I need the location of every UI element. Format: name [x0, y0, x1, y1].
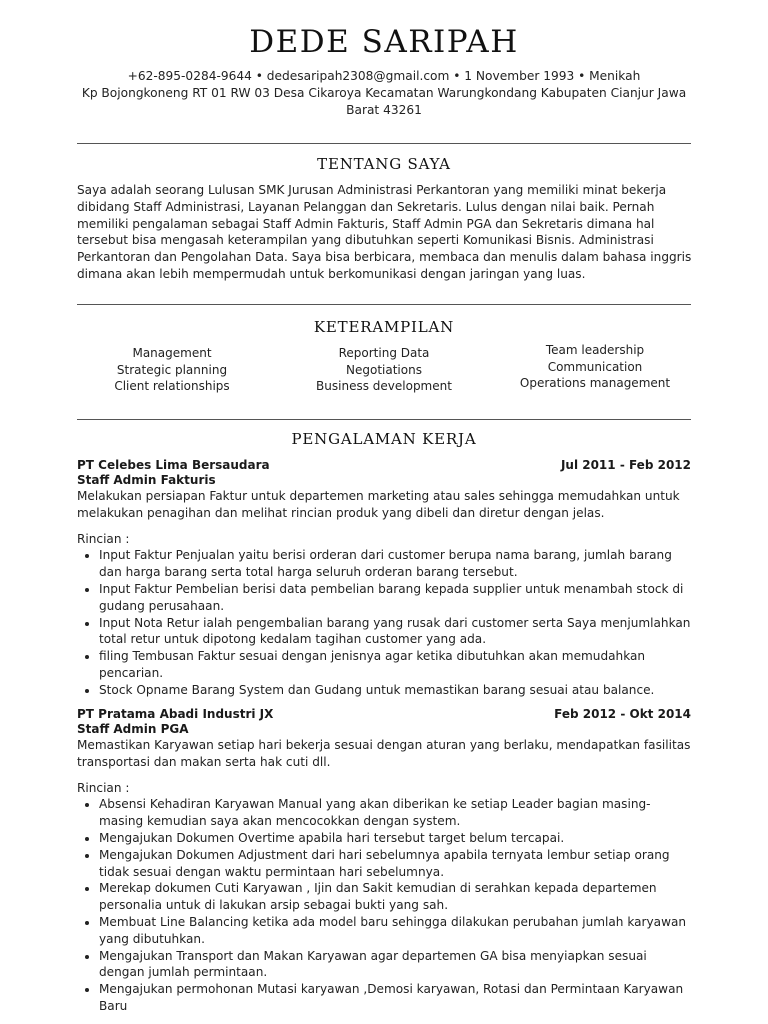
divider — [77, 419, 691, 420]
job-duties-list — [77, 547, 691, 698]
section-title-skills: KETERAMPILAN — [313, 318, 455, 336]
job-company: PT Celebes Lima Bersaudara — [77, 458, 270, 472]
divider — [77, 304, 691, 305]
list-item: • Input Faktur Penjualan yaitu berisi orderan dari customer berupa nama barang, jumlah barang dan harga barang serta total harga seluruh orderan barang tersebut. — [99, 547, 691, 581]
job-duties-list — [77, 796, 691, 1014]
list-item: • filing Tembusan Faktur sesuai dengan jenisnya agar ketika dibutuhkan akan memudahkan pencarian. — [99, 648, 691, 682]
skills-column-3 — [495, 342, 695, 392]
skill-item: Client relationships — [114, 379, 230, 393]
skill-item: Negotiations — [346, 362, 422, 377]
job-description: Memastikan Karyawan setiap hari bekerja sesuai dengan aturan yang berlaku, mendapatkan fasilitas transportasi dan makan serta hak cuti dll. — [77, 738, 691, 769]
list-item: • Merekap dokumen Cuti Karyawan , Ijin dan Sakit kemudian di serahkan kepada departemen personalia untuk di lakukan arsip sebagai bukti yang sah. — [99, 880, 691, 914]
job-company: PT Pratama Abadi Industri JX — [77, 707, 274, 721]
list-item: • Membuat Line Balancing ketika ada model baru sehingga dilakukan perubahan jumlah karyawan yang dibutuhkan. — [99, 914, 691, 948]
job-role: Staff Admin PGA — [77, 722, 189, 736]
skill-item: Operations management — [519, 376, 671, 390]
list-item: • Mengajukan Dokumen Adjustment dari hari sebelumnya apabila ternyata lembur setiap orang tidak sesuai dengan waktu permintaan hari sebelumnya. — [99, 847, 691, 881]
list-item: • Mengajukan Dokumen Overtime apabila hari tersebut target belum tercapai. — [99, 830, 691, 847]
contact-info — [70, 68, 698, 119]
skill-item: Communication — [547, 359, 643, 374]
skill-item: Strategic planning — [116, 362, 228, 377]
list-item: • Input Faktur Pembelian berisi data pembelian barang kepada supplier untuk menambah stock di gudang perusahaan. — [99, 581, 691, 615]
job-entry — [77, 458, 691, 699]
list-item: • Mengajukan permohonan Mutasi karyawan ,Demosi karyawan, Rotasi dan Permintaan Karyawan Baru — [99, 981, 691, 1015]
resume-name: DEDE SARIPAH — [249, 24, 519, 60]
list-item: • Mengajukan Transport dan Makan Karyawan agar departemen GA bisa menyiapkan sesuai dengan jumlah permintaan. — [99, 948, 691, 982]
skills-column-2 — [294, 345, 474, 395]
rincian-label: Rincian : — [77, 780, 130, 795]
skill-item: Management — [132, 346, 212, 360]
list-item: • Input Nota Retur ialah pengembalian barang yang rusak dari customer serta Saya menjumlahkan total retur untuk dipotong kedalam tagihan customer yang ada. — [99, 615, 691, 649]
skill-item: Business development — [316, 379, 452, 393]
rincian-label: Rincian : — [77, 531, 130, 546]
section-title-about: TENTANG SAYA — [317, 155, 451, 173]
contact-line: +62-895-0284-9644 • dedesaripah2308@gmail.com • 1 November 1993 • Menikah — [127, 69, 641, 83]
list-item: • Stock Opname Barang System dan Gudang untuk memastikan barang sesuai atau balance. — [99, 682, 691, 699]
job-description: Melakukan persiapan Faktur untuk departemen marketing atau sales sehingga memudahkan untuk melakukan penagihan dan melihat rincian produk yang dibeli dan diretur dengan jelas. — [77, 489, 680, 520]
job-date: Jul 2011 - Feb 2012 — [560, 458, 691, 472]
job-date: Feb 2012 - Okt 2014 — [554, 707, 691, 721]
list-item: • Absensi Kehadiran Karyawan Manual yang akan diberikan ke setiap Leader bagian masing-masing kemudian saya akan mencocokkan dengan system. — [99, 796, 691, 830]
job-role: Staff Admin Fakturis — [77, 473, 216, 487]
section-title-experience: PENGALAMAN KERJA — [291, 430, 477, 448]
skill-item: Reporting Data — [338, 346, 430, 360]
divider — [77, 143, 691, 144]
skill-item: Team leadership — [545, 343, 645, 357]
about-text: Saya adalah seorang Lulusan SMK Jurusan Administrasi Perkantoran yang memiliki minat bekerja dibidang Staff Administrasi, Layanan Pelanggan dan Sekretaris. Lulus dengan nilai baik. Pernah memiliki pengalaman sebagai Staff Admin Fakturis, Staff Admin PGA dan Sekretaris dimana hal tersebut bisa mengasah keterampilan yang dibutuhkan seperti Komunikasi Bisnis. Administrasi Perkantoran dan Pengolahan Data. Saya bisa berbicara, membaca dan menulis dalam bahasa inggris dimana akan lebih mempermudah untuk berkomunikasi dengan jaringan yang luas. — [77, 183, 692, 281]
job-entry — [77, 707, 691, 1015]
skills-column-1 — [82, 345, 262, 395]
address-line: Kp Bojongkoneng RT 01 RW 03 Desa Cikaroya Kecamatan Warungkondang Kabupaten Cianjur Jawa Barat 43261 — [81, 86, 687, 117]
